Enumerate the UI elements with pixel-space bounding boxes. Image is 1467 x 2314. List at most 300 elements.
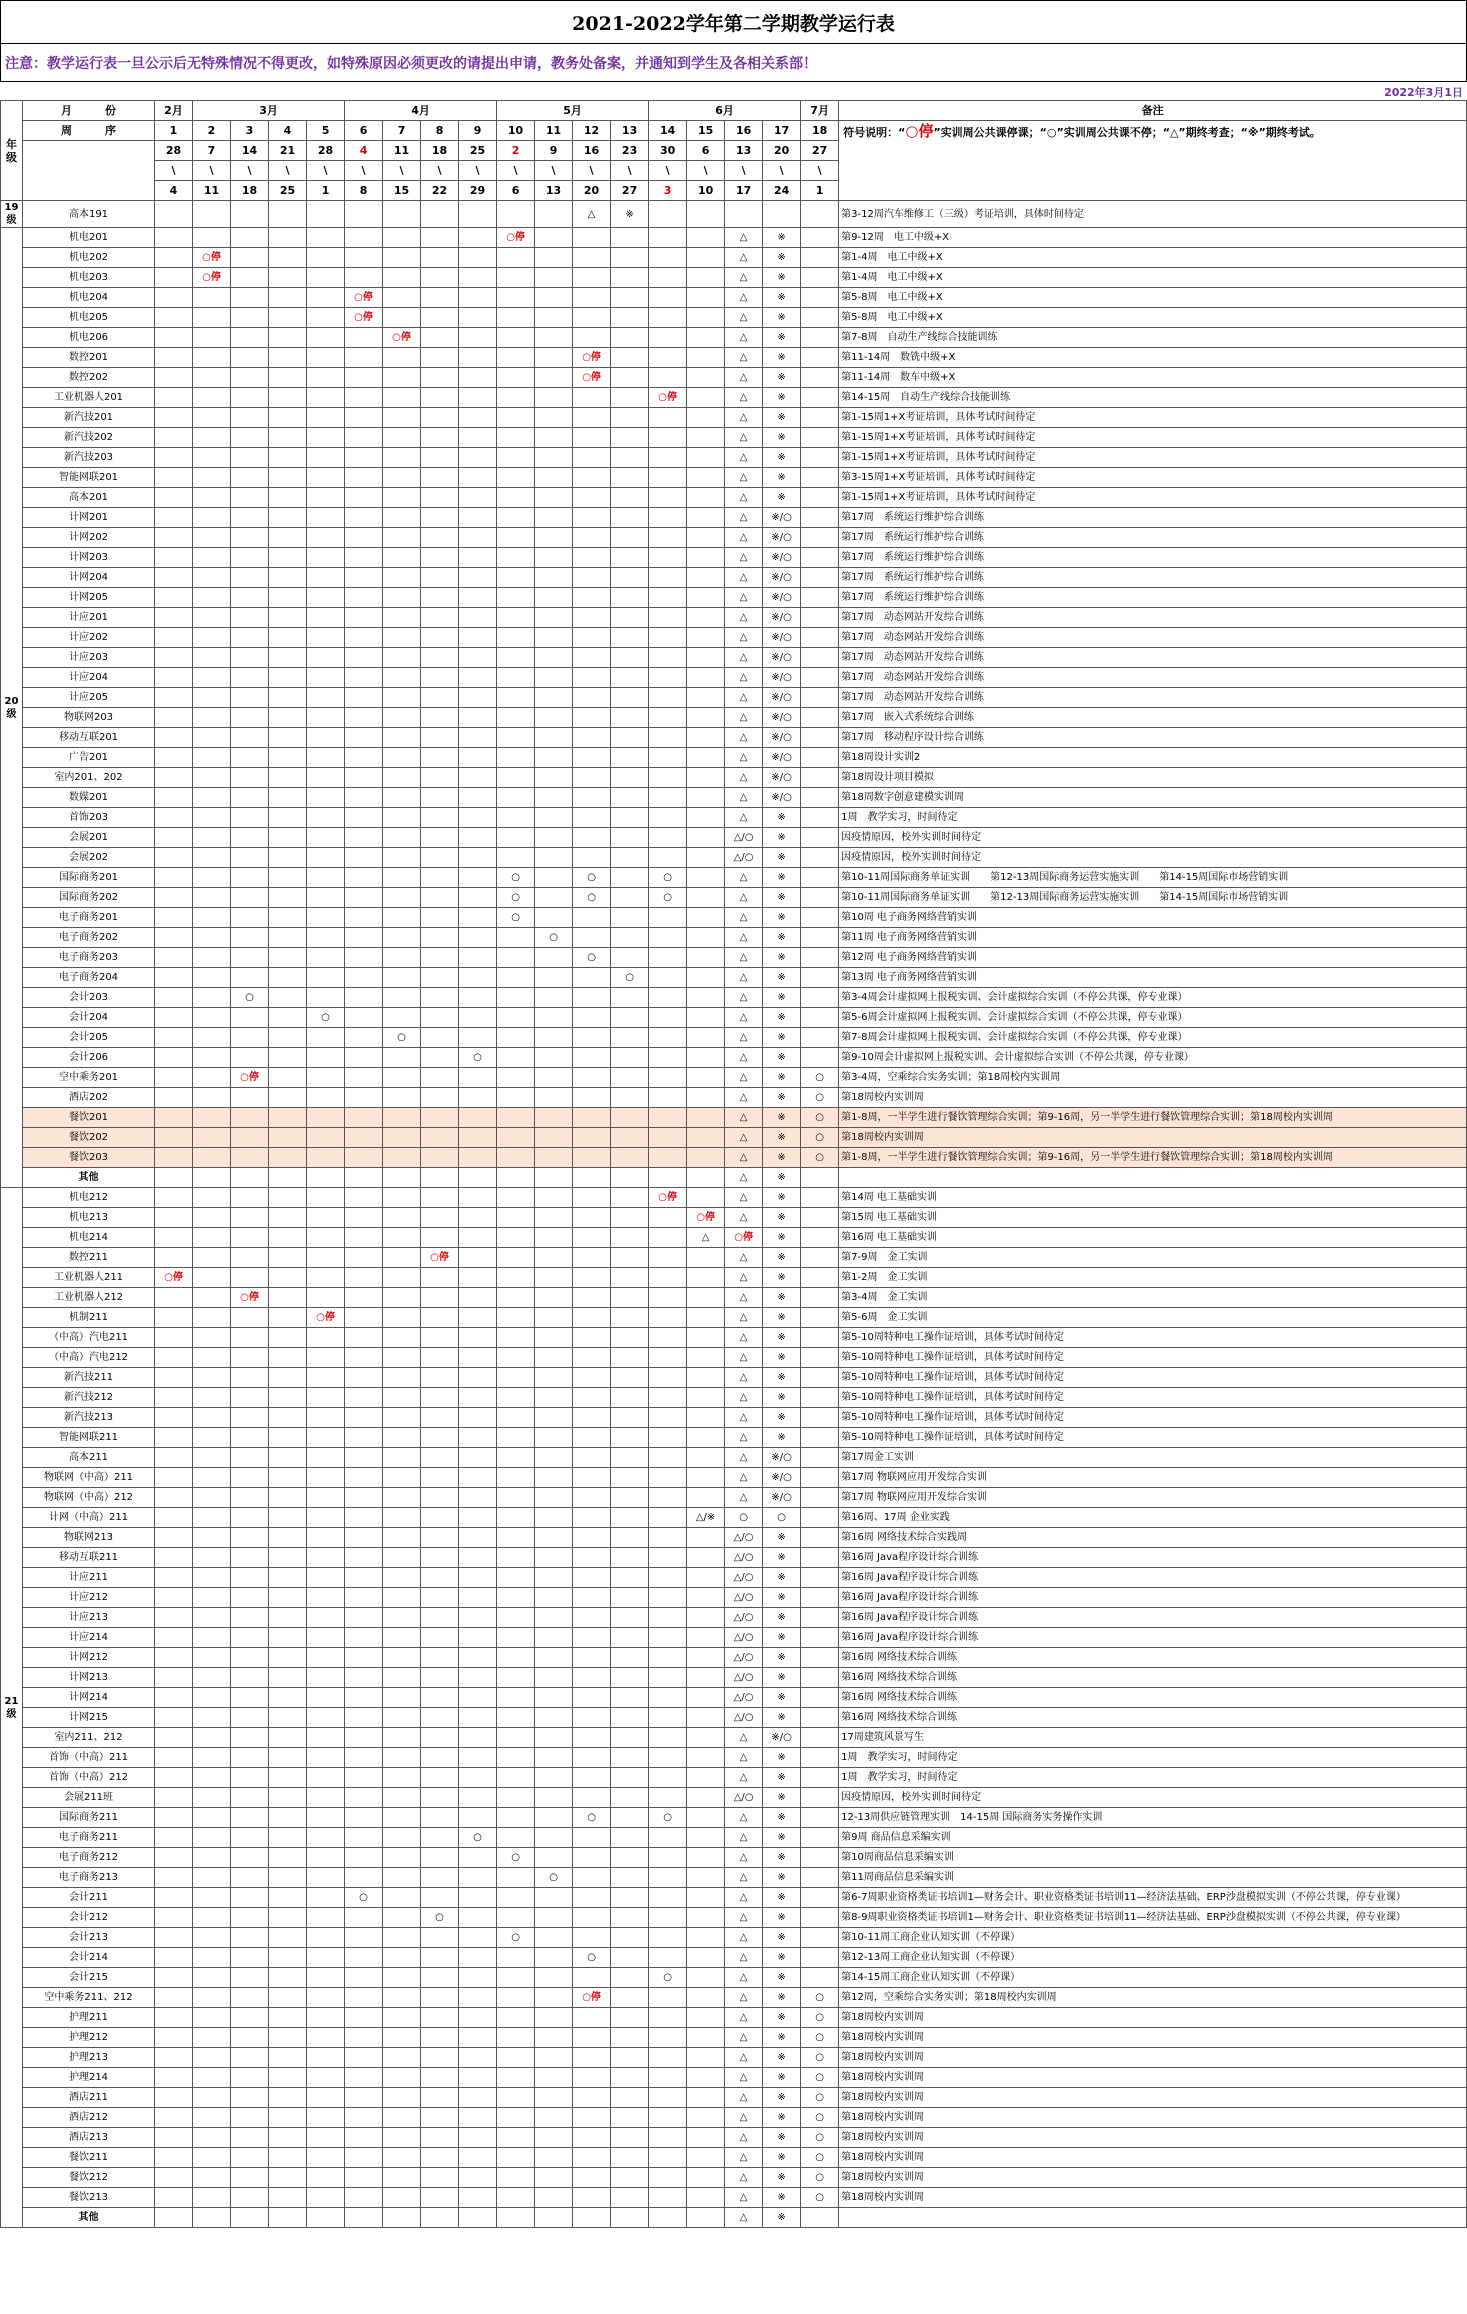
month-label: 4月 [345, 101, 497, 121]
week-cell [155, 788, 193, 808]
week-cell [535, 2008, 573, 2028]
week-cell: ※ [763, 1328, 801, 1348]
week-cell [497, 1388, 535, 1408]
week-cell [383, 1948, 421, 1968]
week-cell [421, 1288, 459, 1308]
week-cell [345, 1068, 383, 1088]
week-cell [193, 2108, 231, 2128]
table-row [1, 588, 1467, 608]
week-cell [269, 468, 307, 488]
week-cell [231, 1768, 269, 1788]
week-cell: ※ [763, 1688, 801, 1708]
week-cell [611, 2168, 649, 2188]
week-cell [269, 1628, 307, 1648]
week-cell [193, 1908, 231, 1928]
week-cell [193, 508, 231, 528]
week-cell [383, 1248, 421, 1268]
week-cell [611, 1208, 649, 1228]
day-separator: \ [649, 161, 687, 181]
week-cell [573, 2128, 611, 2148]
week-cell [687, 668, 725, 688]
table-row [1, 568, 1467, 588]
week-cell [611, 1888, 649, 1908]
class-name: 空中乘务201 [23, 1068, 155, 1088]
week-cell: ○ [307, 1008, 345, 1028]
week-cell [193, 928, 231, 948]
week-cell [535, 1348, 573, 1368]
row-note: 第1-15周1+X考证培训，具体考试时间待定 [839, 448, 1467, 468]
week-cell [459, 1288, 497, 1308]
week-cell: △ [725, 528, 763, 548]
class-name: 酒店213 [23, 2128, 155, 2148]
class-name: 机制211 [23, 1308, 155, 1328]
week-cell [155, 1408, 193, 1428]
week-cell [801, 628, 839, 648]
week-cell [535, 2208, 573, 2228]
legend-stop-symbol: ○停 [905, 122, 934, 140]
week-cell [193, 1368, 231, 1388]
week-cell [573, 788, 611, 808]
week-cell [269, 1448, 307, 1468]
week-cell: △/○ [725, 1628, 763, 1648]
week-cell [345, 1368, 383, 1388]
week-cell [155, 248, 193, 268]
week-cell [497, 688, 535, 708]
week-cell: ※ [763, 1388, 801, 1408]
week-cell [649, 848, 687, 868]
week-cell [421, 1928, 459, 1948]
week-cell [269, 828, 307, 848]
week-cell [193, 1308, 231, 1328]
table-row [1, 968, 1467, 988]
week-cell [649, 2128, 687, 2148]
week-cell [611, 548, 649, 568]
row-note: 第7-8周会计虚拟网上报税实训、会计虚拟综合实训（不停公共课，停专业课） [839, 1028, 1467, 1048]
week-cell [421, 1168, 459, 1188]
week-cell [421, 1268, 459, 1288]
week-cell [497, 448, 535, 468]
week-cell [611, 688, 649, 708]
week-cell [801, 888, 839, 908]
week-cell [649, 1708, 687, 1728]
week-cell: ※/○ [763, 1488, 801, 1508]
row-note: 第10-11周工商企业认知实训（不停课） [839, 1928, 1467, 1948]
week-cell [535, 1108, 573, 1128]
week-cell [535, 728, 573, 748]
week-cell [459, 1368, 497, 1388]
week-cell [687, 1948, 725, 1968]
week-cell [459, 328, 497, 348]
week-cell [269, 201, 307, 228]
week-cell [649, 1128, 687, 1148]
week-cell [459, 2208, 497, 2228]
week-cell [497, 1208, 535, 1228]
week-cell [383, 1688, 421, 1708]
week-cell [193, 2088, 231, 2108]
week-end-day: 13 [535, 181, 573, 201]
week-cell [231, 1928, 269, 1948]
week-cell [573, 1688, 611, 1708]
week-cell [611, 1508, 649, 1528]
week-cell [307, 2168, 345, 2188]
week-cell [345, 268, 383, 288]
class-name: 机电201 [23, 228, 155, 248]
week-cell: △ [725, 1888, 763, 1908]
legend [839, 121, 1467, 201]
week-cell [155, 1188, 193, 1208]
week-cell [155, 1428, 193, 1448]
week-cell [801, 1708, 839, 1728]
week-cell: △ [725, 928, 763, 948]
week-cell [421, 1228, 459, 1248]
week-cell [269, 1528, 307, 1548]
week-cell [535, 1588, 573, 1608]
week-cell [497, 1688, 535, 1708]
week-cell [231, 1328, 269, 1348]
week-cell [421, 2008, 459, 2028]
week-cell [345, 228, 383, 248]
week-cell: △ [725, 888, 763, 908]
week-cell [459, 908, 497, 928]
row-note: 第14周 电工基础实训 [839, 1188, 1467, 1208]
table-row [1, 888, 1467, 908]
week-cell: △ [573, 201, 611, 228]
week-cell [307, 2148, 345, 2168]
week-cell [383, 1848, 421, 1868]
row-note: 第17周 动态网站开发综合训练 [839, 688, 1467, 708]
notes-header: 备注 [839, 101, 1467, 121]
week-number: 3 [231, 121, 269, 141]
week-cell [345, 368, 383, 388]
week-cell [231, 268, 269, 288]
week-cell: ○停 [193, 268, 231, 288]
week-cell [573, 1008, 611, 1028]
week-cell [307, 368, 345, 388]
week-cell [383, 2208, 421, 2228]
week-cell [383, 308, 421, 328]
blank-cell [23, 141, 155, 201]
week-cell: △ [725, 748, 763, 768]
week-cell [801, 948, 839, 968]
week-cell: ※/○ [763, 748, 801, 768]
week-cell: ※ [763, 248, 801, 268]
week-cell [307, 1568, 345, 1588]
week-cell [421, 2068, 459, 2088]
week-cell [459, 2128, 497, 2148]
week-cell [421, 648, 459, 668]
row-note: 因疫情原因，校外实训时间待定 [839, 1788, 1467, 1808]
week-number: 18 [801, 121, 839, 141]
class-name: 计网201 [23, 508, 155, 528]
week-cell [269, 2028, 307, 2048]
week-cell [307, 388, 345, 408]
week-cell [497, 1948, 535, 1968]
week-cell [345, 1948, 383, 1968]
row-note: 第5-10周特种电工操作证培训，具体考试时间待定 [839, 1328, 1467, 1348]
table-row [1, 1488, 1467, 1508]
row-note: 第5-8周 电工中级+X [839, 308, 1467, 328]
class-name: 计应213 [23, 1608, 155, 1628]
week-cell [231, 2208, 269, 2228]
week-cell [535, 2068, 573, 2088]
week-cell [383, 2108, 421, 2128]
week-cell [193, 2028, 231, 2048]
week-cell [573, 728, 611, 748]
week-cell [497, 2088, 535, 2108]
week-cell [649, 1728, 687, 1748]
week-cell [193, 1608, 231, 1628]
week-cell [155, 1328, 193, 1348]
week-cell [231, 1868, 269, 1888]
week-cell [231, 668, 269, 688]
week-cell [801, 1248, 839, 1268]
week-cell [269, 588, 307, 608]
row-note: 第17周 动态网站开发综合训练 [839, 628, 1467, 648]
week-cell [535, 688, 573, 708]
class-name: 护理212 [23, 2028, 155, 2048]
week-cell [459, 508, 497, 528]
week-cell [383, 1668, 421, 1688]
week-cell [573, 1288, 611, 1308]
week-cell [649, 2088, 687, 2108]
week-cell [383, 348, 421, 368]
week-cell [307, 888, 345, 908]
week-cell [573, 1848, 611, 1868]
week-cell [193, 1168, 231, 1188]
week-cell [421, 848, 459, 868]
class-name: 计网215 [23, 1708, 155, 1728]
week-cell [193, 328, 231, 348]
week-cell [687, 288, 725, 308]
week-cell [193, 868, 231, 888]
week-cell [497, 1008, 535, 1028]
class-name: 智能网联211 [23, 1428, 155, 1448]
week-cell [535, 1428, 573, 1448]
week-cell [801, 568, 839, 588]
row-note: 第1-15周1+X考证培训，具体考试时间待定 [839, 408, 1467, 428]
week-cell [345, 528, 383, 548]
row-note: 第16周 电工基础实训 [839, 1228, 1467, 1248]
week-cell [269, 1868, 307, 1888]
week-cell: ○ [573, 1808, 611, 1828]
week-cell [269, 2148, 307, 2168]
week-cell [687, 1288, 725, 1308]
week-cell [307, 348, 345, 368]
week-cell [611, 2188, 649, 2208]
week-cell [649, 708, 687, 728]
week-cell [687, 2208, 725, 2228]
week-cell [193, 628, 231, 648]
week-cell [193, 1948, 231, 1968]
week-cell: ※ [763, 928, 801, 948]
week-cell [345, 848, 383, 868]
row-note: 第18周校内实训周 [839, 2108, 1467, 2128]
week-cell [497, 1828, 535, 1848]
week-cell [231, 348, 269, 368]
week-cell [497, 468, 535, 488]
week-cell [535, 1668, 573, 1688]
row-note: 第16周 网络技术综合训练 [839, 1688, 1467, 1708]
week-cell [155, 2088, 193, 2108]
week-cell [649, 1028, 687, 1048]
week-cell [155, 548, 193, 568]
class-name: 计应204 [23, 668, 155, 688]
week-cell [497, 928, 535, 948]
week-cell [497, 1728, 535, 1748]
row-note: 第6-7周职业资格类证书培训1—财务会计、职业资格类证书培训11—经济法基础、ERP沙盘模拟实训（不停公共课，停专业课） [839, 1888, 1467, 1908]
week-cell: ○ [801, 2028, 839, 2048]
week-cell: ○ [459, 1048, 497, 1068]
week-cell: △ [725, 328, 763, 348]
week-cell [307, 1828, 345, 1848]
class-name: 会计206 [23, 1048, 155, 1068]
class-name: 室内201、202 [23, 768, 155, 788]
week-cell [421, 368, 459, 388]
week-cell [649, 1528, 687, 1548]
week-cell [497, 788, 535, 808]
week-cell [231, 1788, 269, 1808]
week-cell [649, 1408, 687, 1428]
week-cell [801, 688, 839, 708]
week-cell [535, 2168, 573, 2188]
week-cell [687, 1148, 725, 1168]
week-cell [193, 388, 231, 408]
week-cell [459, 528, 497, 548]
week-cell [155, 848, 193, 868]
week-cell [497, 2048, 535, 2068]
class-name: 国际商务202 [23, 888, 155, 908]
week-cell [231, 1988, 269, 2008]
week-cell [193, 588, 231, 608]
week-cell [155, 1168, 193, 1188]
day-separator: \ [307, 161, 345, 181]
week-cell [801, 1508, 839, 1528]
row-note: 第1-15周1+X考证培训，具体考试时间待定 [839, 428, 1467, 448]
table-row [1, 1148, 1467, 1168]
week-cell [801, 368, 839, 388]
week-cell [383, 1708, 421, 1728]
week-cell [687, 1448, 725, 1468]
week-cell [649, 1168, 687, 1188]
week-cell [801, 1408, 839, 1428]
week-cell [155, 1968, 193, 1988]
week-cell [611, 908, 649, 928]
week-cell [193, 1928, 231, 1948]
week-cell: ※ [763, 1128, 801, 1148]
week-cell [801, 1568, 839, 1588]
week-cell [421, 388, 459, 408]
week-cell: △ [725, 448, 763, 468]
week-cell: △ [725, 1868, 763, 1888]
week-cell: △ [725, 548, 763, 568]
week-cell [269, 1588, 307, 1608]
class-name: 电子商务203 [23, 948, 155, 968]
week-cell [421, 1028, 459, 1048]
week-cell [611, 528, 649, 548]
week-cell [611, 428, 649, 448]
week-cell: △/○ [725, 1648, 763, 1668]
week-cell [801, 648, 839, 668]
week-cell [497, 2148, 535, 2168]
week-cell [649, 528, 687, 548]
week-cell [535, 1148, 573, 1168]
week-cell [269, 1688, 307, 1708]
week-cell [535, 528, 573, 548]
table-row [1, 1348, 1467, 1368]
week-cell [269, 1228, 307, 1248]
row-note: 第17周 移动程序设计综合训练 [839, 728, 1467, 748]
week-cell [383, 2168, 421, 2188]
week-cell: △ [725, 768, 763, 788]
week-cell [611, 808, 649, 828]
week-cell [421, 588, 459, 608]
table-row [1, 2148, 1467, 2168]
row-note: 第17周 系统运行维护综合训练 [839, 508, 1467, 528]
week-cell [345, 1288, 383, 1308]
week-cell [231, 1088, 269, 1108]
week-cell [687, 1708, 725, 1728]
week-cell [649, 688, 687, 708]
row-note: 第17周 动态网站开发综合训练 [839, 608, 1467, 628]
week-cell [155, 888, 193, 908]
week-cell [421, 1648, 459, 1668]
week-cell [155, 1388, 193, 1408]
class-name: 首饰（中高）212 [23, 1768, 155, 1788]
week-cell [497, 368, 535, 388]
grade-label: 21级 [1, 1188, 23, 2228]
week-cell [231, 1268, 269, 1288]
week-cell [573, 1248, 611, 1268]
week-cell [573, 2008, 611, 2028]
week-cell [269, 2088, 307, 2108]
week-cell [269, 1888, 307, 1908]
table-row [1, 288, 1467, 308]
week-cell [269, 1188, 307, 1208]
week-cell [421, 1348, 459, 1368]
week-cell [649, 1388, 687, 1408]
week-cell [497, 328, 535, 348]
week-cell [573, 548, 611, 568]
week-cell [345, 2068, 383, 2088]
table-row [1, 488, 1467, 508]
week-cell: ※ [763, 1148, 801, 1168]
week-cell [459, 1408, 497, 1428]
week-cell [193, 768, 231, 788]
week-cell [345, 868, 383, 888]
week-cell [687, 1808, 725, 1828]
week-cell [611, 1608, 649, 1628]
week-cell [421, 2188, 459, 2208]
week-cell [421, 608, 459, 628]
week-cell [383, 2188, 421, 2208]
week-cell [801, 1368, 839, 1388]
week-cell [193, 1128, 231, 1148]
week-cell [193, 968, 231, 988]
week-cell [421, 288, 459, 308]
table-row [1, 548, 1467, 568]
week-cell [649, 1748, 687, 1768]
week-cell [193, 1428, 231, 1448]
week-cell [383, 1388, 421, 1408]
week-cell: ※/○ [763, 708, 801, 728]
week-cell [269, 408, 307, 428]
week-cell [231, 688, 269, 708]
week-cell [231, 1148, 269, 1168]
week-cell [687, 2148, 725, 2168]
week-cell [231, 608, 269, 628]
week-cell [231, 2028, 269, 2048]
week-cell [611, 1488, 649, 1508]
